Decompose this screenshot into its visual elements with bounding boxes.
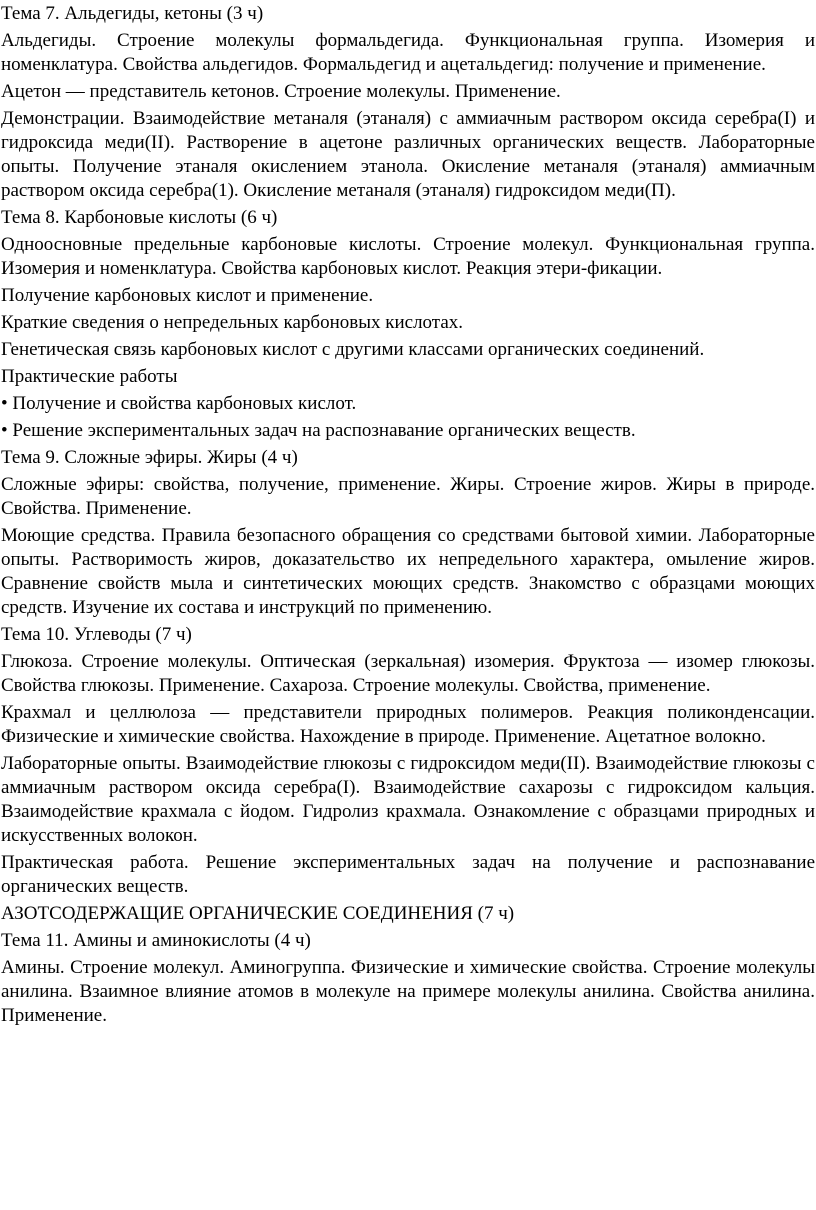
genetic-link-paragraph: Генетическая связь карбоновых кислот с другими классами органических соединений. xyxy=(1,339,705,360)
topic-9-heading: Тема 9. Сложные эфиры. Жиры (4 ч) xyxy=(1,447,298,468)
starch-cellulose-paragraph: Крахмал и целлюлоза — представители природных полимеров. Реакция поликонденсации. Физические и химические свойства. Нахождение в природе. Применение. Ацетатное волокно. xyxy=(1,702,815,747)
practical-work-item: • Получение и свойства карбоновых кислот. xyxy=(1,393,357,414)
glucose-paragraph: Глюкоза. Строение молекулы. Оптическая (зеркальная) изомерия. Фруктоза — изомер глюкозы. Свойства глюкозы. Применение. Сахароза. Строение молекулы. Свойства, применение. xyxy=(1,651,815,696)
nitrogen-compounds-section-heading: АЗОТСОДЕРЖАЩИЕ ОРГАНИЧЕСКИЕ СОЕДИНЕНИЯ (7 ч) xyxy=(1,903,515,924)
esters-paragraph: Сложные эфиры: свойства, получение, применение. Жиры. Строение жиров. Жиры в природе. Свойства. Применение. xyxy=(1,474,815,519)
topic-8-heading: Тема 8. Карбоновые кислоты (6 ч) xyxy=(1,207,278,228)
acids-production-paragraph: Получение карбоновых кислот и применение. xyxy=(1,285,374,306)
practical-works-heading: Практические работы xyxy=(1,366,178,387)
topic-11-heading: Тема 11. Амины и аминокислоты (4 ч) xyxy=(1,930,311,951)
aldehydes-paragraph: Альдегиды. Строение молекулы формальдегида. Функциональная группа. Изомерия и номенклатура. Свойства альдегидов. Формальдегид и ацетальдегид: получение и применение. xyxy=(1,30,815,75)
unsaturated-acids-paragraph: Краткие сведения о непредельных карбоновых кислотах. xyxy=(1,312,464,333)
carbohydrates-lab-paragraph: Лабораторные опыты. Взаимодействие глюкозы с гидроксидом меди(II). Взаимодействие глюкозы с аммиачным раствором оксида серебра(I). Взаимодействие сахарозы с гидроксидом кальция. Взаимодействие крахмала с йодом. Гидролиз крахмала. Ознакомление с образцами природных и искусственных волокон. xyxy=(1,753,815,846)
practical-work-item: • Решение экспериментальных задач на распознавание органических веществ. xyxy=(1,420,636,441)
carboxylic-acids-paragraph: Одноосновные предельные карбоновые кислоты. Строение молекул. Функциональная группа. Изомерия и номенклатура. Свойства карбоновых кислот. Реакция этери-фикации. xyxy=(1,234,815,279)
amines-paragraph: Амины. Строение молекул. Аминогруппа. Физические и химические свойства. Строение молекулы анилина. Взаимное влияние атомов в молекуле на примере молекулы анилина. Свойства анилина. Применение. xyxy=(1,957,815,1026)
detergents-paragraph: Моющие средства. Правила безопасного обращения со средствами бытовой химии. Лабораторные опыты. Растворимость жиров, доказательство их непредельного характера, омыление жиров. Сравнение свойств мыла и синтетических моющих средств. Знакомство с образцами моющих средств. Изучение их состава и инструкций по применению. xyxy=(1,525,815,618)
carbohydrates-practical-paragraph: Практическая работа. Решение экспериментальных задач на получение и распознавание органических веществ. xyxy=(1,852,815,897)
acetone-paragraph: Ацетон — представитель кетонов. Строение молекулы. Применение. xyxy=(1,81,561,102)
topic-10-heading: Тема 10. Углеводы (7 ч) xyxy=(1,624,192,645)
topic-7-heading: Тема 7. Альдегиды, кетоны (3 ч) xyxy=(1,3,264,24)
demonstrations-paragraph: Демонстрации. Взаимодействие метаналя (этаналя) с аммиачным раствором оксида серебра(I) и гидроксида меди(II). Растворение в ацетоне различных органических веществ. Лабораторные опыты. Получение этаналя окислением этанола. Окисление метаналя (этаналя) аммиачным раствором оксида серебра(1). Окисление метаналя (этаналя) гидроксидом меди(П). xyxy=(1,108,815,201)
